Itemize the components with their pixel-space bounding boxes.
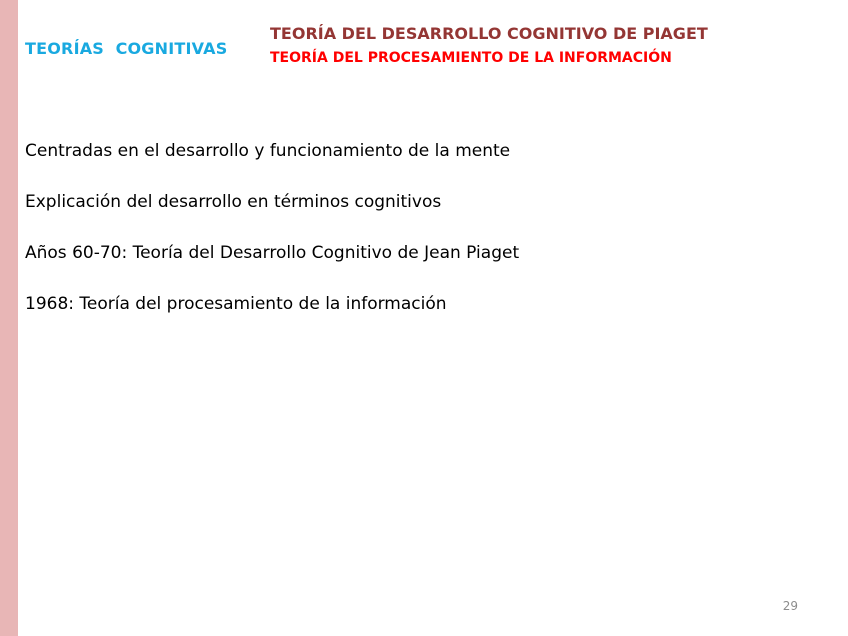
bullet-list xyxy=(25,140,785,344)
list-item: Centradas en el desarrollo y funcionamiento de la mente xyxy=(25,141,511,161)
list-item: 1968: Teoría del procesamiento de la información xyxy=(25,294,447,314)
heading-information-processing: TEORÍA DEL PROCESAMIENTO DE LA INFORMACIÓN xyxy=(270,50,672,66)
side-accent-bar xyxy=(0,0,18,636)
heading-piaget: TEORÍA DEL DESARROLLO COGNITIVO DE PIAGET xyxy=(270,24,708,43)
page-number: 29 xyxy=(782,599,798,613)
section-title: TEORÍAS COGNITIVAS xyxy=(25,39,228,58)
list-item: Explicación del desarrollo en términos cognitivos xyxy=(25,192,442,212)
list-item: Años 60-70: Teoría del Desarrollo Cognitivo de Jean Piaget xyxy=(25,243,520,263)
